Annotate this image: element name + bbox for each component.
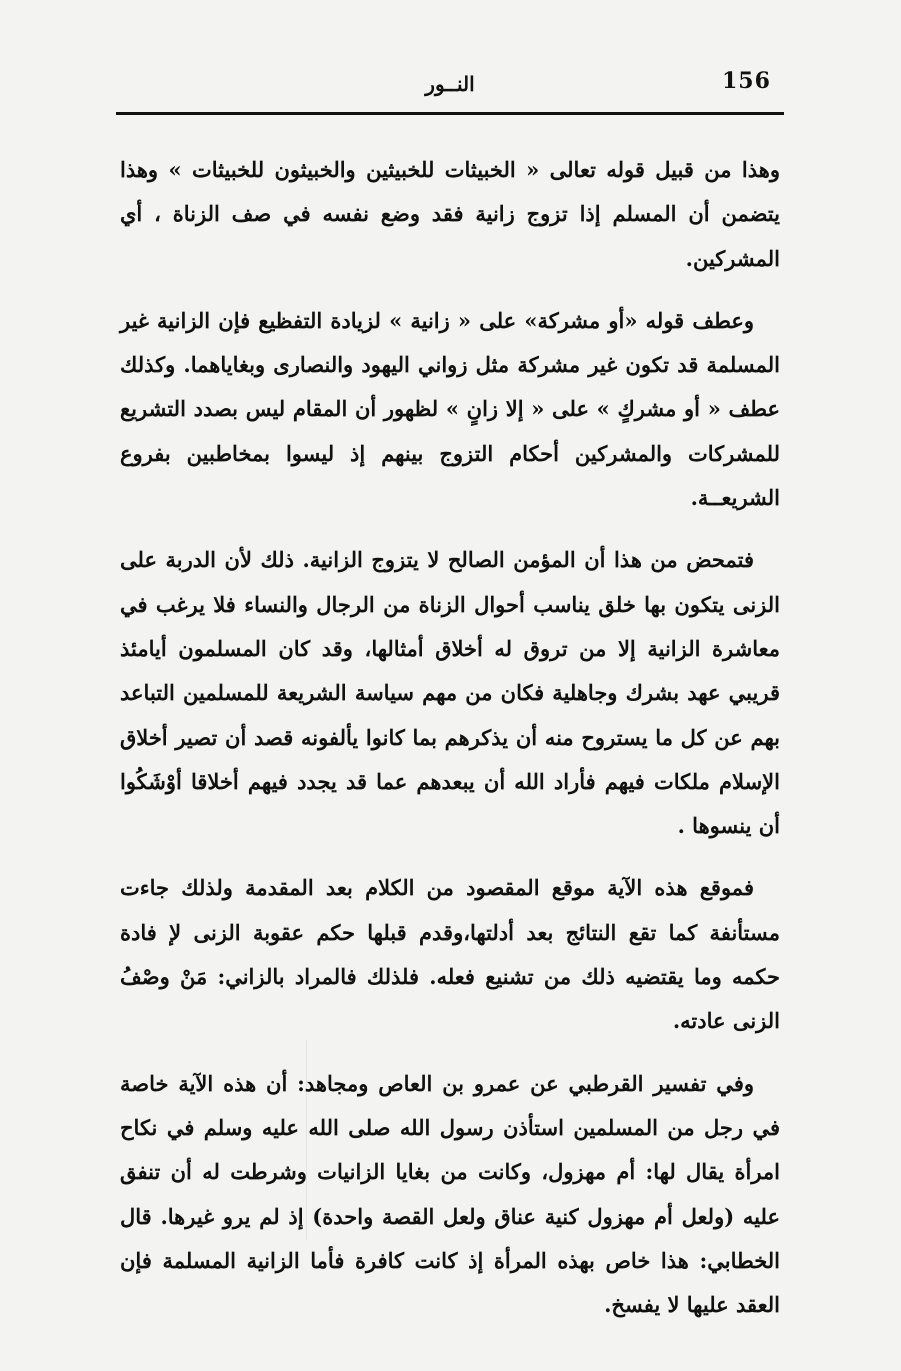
paragraph-2: وعطف قوله «أو مشركة» على « زانية » لزيادة التفظيع فإن الزانية غير المسلمة قد تكون غير مشركة مثل زواني اليهود والنصارى وبغاياهما. وكذلك عطف « أو مشركٍ » على « إلا زانٍ » لظهور أن المقام ليس بصدد التشريع للمشركات والمشركين أحكام التزوج بينهم إذ ليسوا بمخاطبين بفروع الشريعــة. <box>120 307 780 511</box>
paragraph-4: فموقع هذه الآية موقع المقصود من الكلام بعد المقدمة ولذلك جاءت مستأنفة كما تقع النتائج بعد أدلتها،وقدم قبلها حكم عقوبة الزنى لإ فادة حكمه وما يقتضيه ذلك من تشنيع فعله. فلذلك فالمراد بالزاني: مَنْ وصْفُ الزنى عادته. <box>120 875 781 1034</box>
paragraph-1: وهذا من قبيل قوله تعالى « الخبيثات للخبيثين والخبيثون للخبيثات » وهذا يتضمن أن المسلم إذا تزوج زانية فقد وضع نفسه في صف الزناة ، أي المشركين. <box>120 157 780 271</box>
header-rule <box>116 112 784 115</box>
paragraph-3: فتمحض من هذا أن المؤمن الصالح لا يتزوج الزانية. ذلك لأن الدربة على الزنى يتكون بها خلق يناسب أحوال الزناة من الرجال والنساء فلا يرغب في معاشرة الزانية إلا من تروق له أخلاق أمثالها، وقد كان المسلمون أيامئذ قريبي عهد بشرك وجاهلية فكان من مهم سياسة الشريعة للمسلمين التباعد بهم عن كل ما يستروح منه أن يذكرهم بما كانوا يألفونه قصد أن تصير أخلاق الإسلام ملكات فيهم فأراد الله أن يبعدهم عما قد يجدد فيهم أخلاقا أوْشَكُوا أن ينسوها . <box>120 547 780 839</box>
page-number: 156 <box>722 68 771 94</box>
body-text <box>120 148 780 1345</box>
scan-crease <box>306 1040 307 1240</box>
paragraph-5: وفي تفسير القرطبي عن عمرو بن العاص ومجاهد: أن هذه الآية خاصة في رجل من المسلمين استأذن رسول الله صلى الله عليه وسلم في نكاح امرأة يقال لها: أم مهزول، وكانت من بغايا الزانيات وشرطت له أن تنفق عليه (ولعل أم مهزول كنية عناق ولعل القصة واحدة) إذ لم يرو غيرها. قال الخطابي: هذا خاص بهذه المرأة إذ كانت كافرة فأما الزانية المسلمة فإن العقد عليها لا يفسخ. <box>120 1070 780 1318</box>
running-title: النــور <box>425 72 475 96</box>
